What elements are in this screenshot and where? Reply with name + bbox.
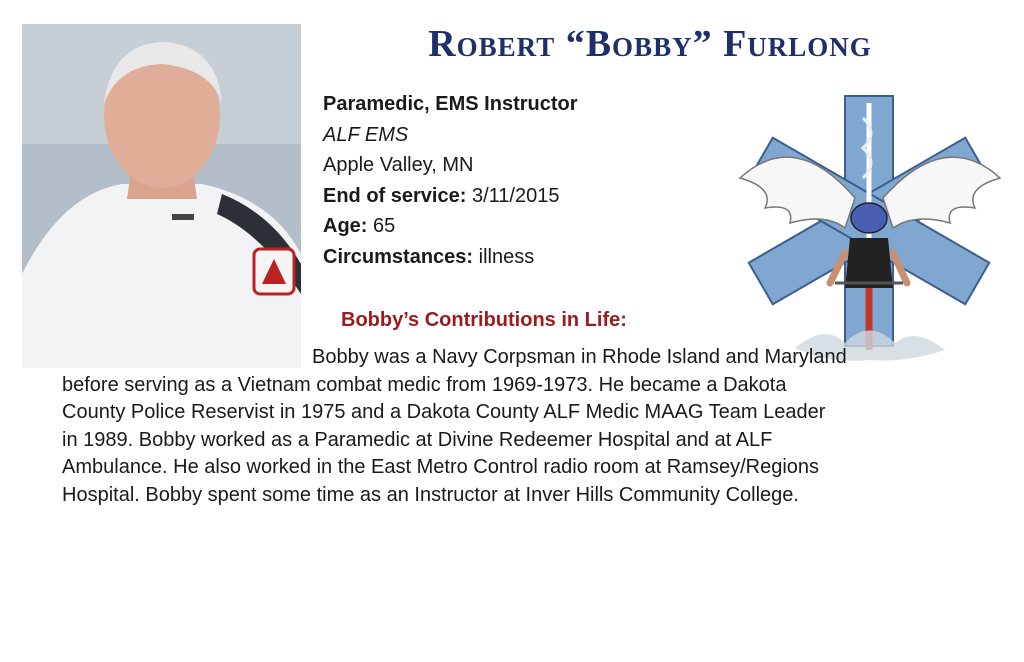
location: Apple Valley, MN	[323, 154, 474, 176]
contribution-line: Ambulance. He also worked in the East Metro Control radio room at Ramsey/Regions	[62, 456, 820, 479]
contribution-line: Bobby was a Navy Corpsman in Rhode Island and Maryland	[312, 346, 847, 368]
age: Age: 65	[323, 215, 396, 237]
portrait-photo	[22, 24, 301, 368]
agency: ALF EMS	[323, 123, 409, 146]
star-of-life-icon	[735, 88, 1003, 370]
circumstances: Circumstances: illness	[323, 245, 535, 268]
details-block	[323, 89, 578, 272]
contributions-text	[62, 344, 982, 510]
page-title: Robert “Bobby” Furlong	[428, 23, 872, 65]
contribution-line: Hospital. Bobby spent some time as an Instructor at Inver Hills Community College.	[62, 483, 799, 506]
contribution-line: County Police Reservist in 1975 and a Dakota County ALF Medic MAAG Team Leader	[62, 401, 826, 424]
contribution-line: before serving as a Vietnam combat medic from 1969-1973. He became a Dakota	[62, 373, 787, 396]
role: Paramedic, EMS Instructor	[323, 93, 578, 115]
end-of-service: End of service: 3/11/2015	[323, 184, 560, 207]
contribution-line: in 1989. Bobby worked as a Paramedic at Divine Redeemer Hospital and at ALF	[62, 428, 773, 451]
contributions-heading: Bobby’s Contributions in Life:	[341, 309, 627, 331]
